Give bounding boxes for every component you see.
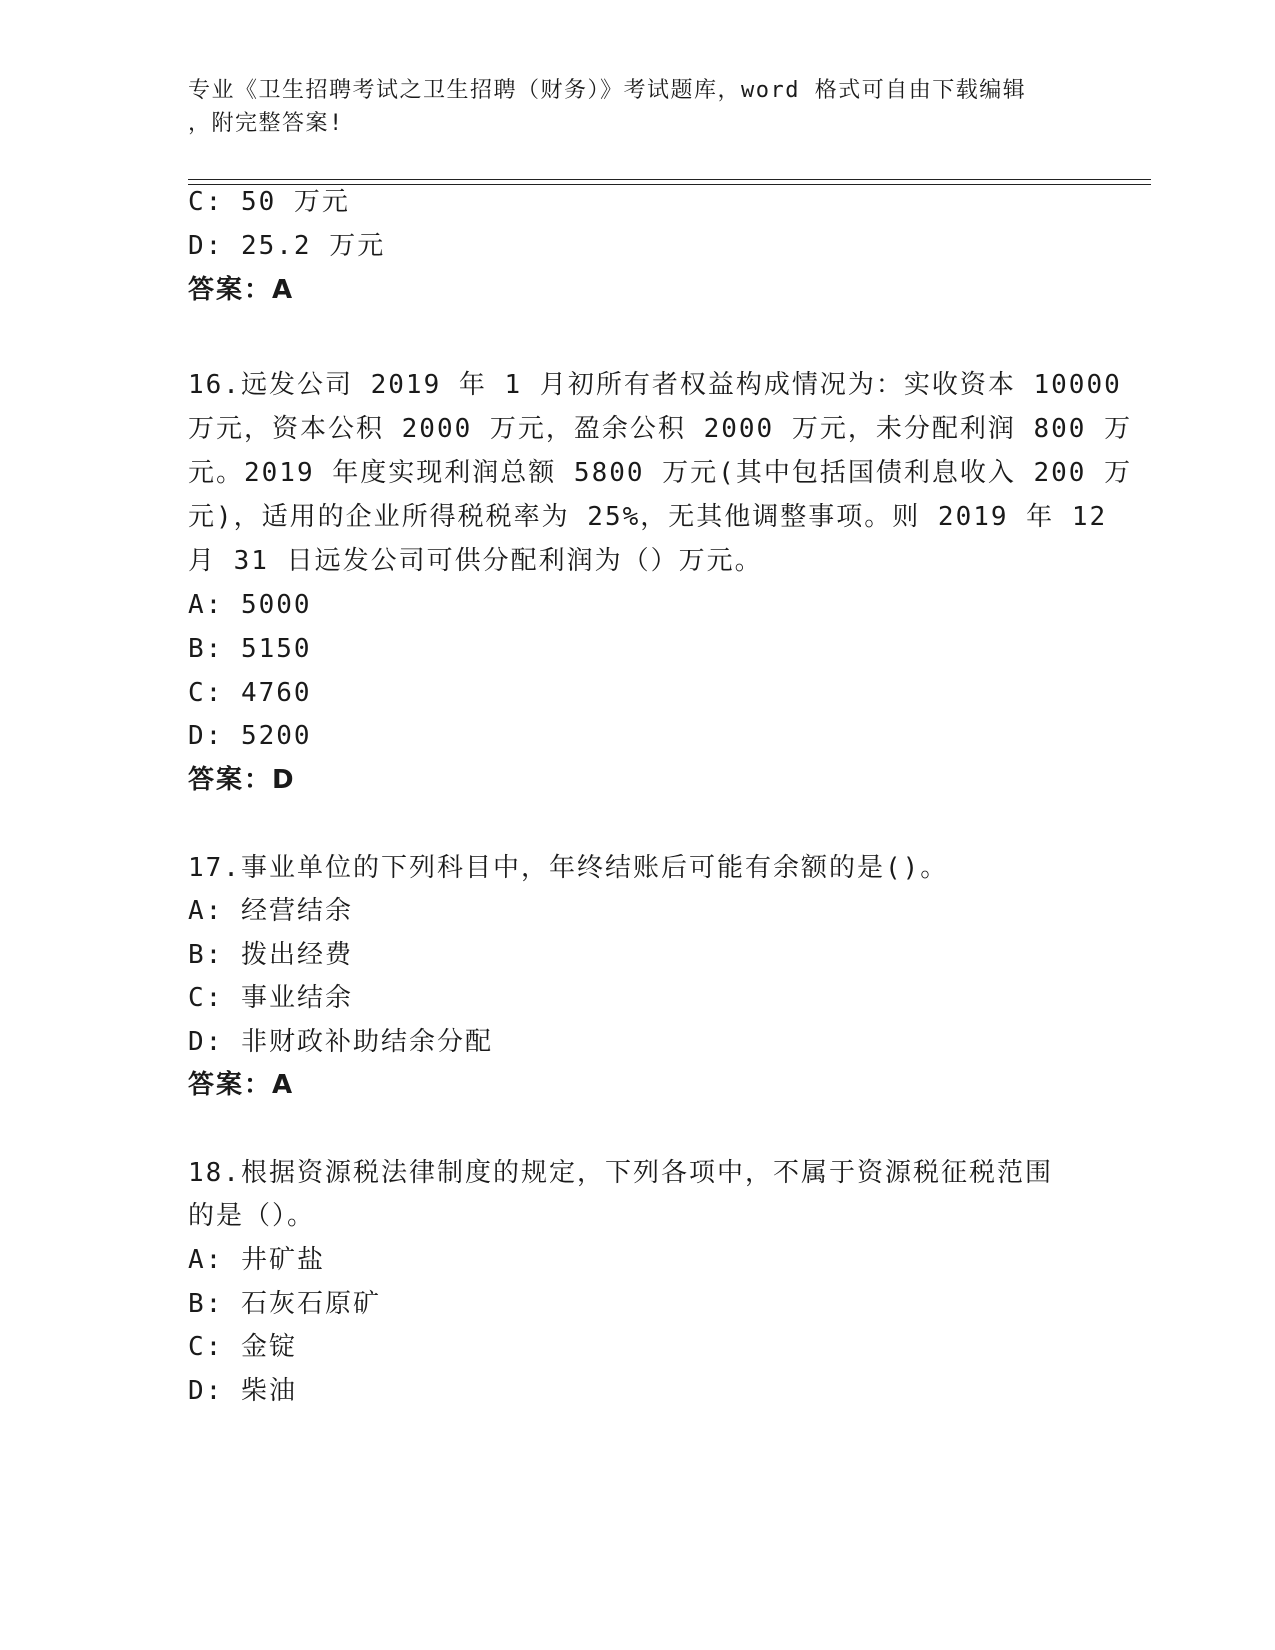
document-header — [188, 74, 1068, 140]
q18-option-c: C: 金锭 — [188, 1332, 297, 1362]
q16-text-line-3: 元。2019 年度实现利润总额 5800 万元(其中包括国债利息收入 200 万 — [188, 458, 1133, 488]
q18-text-line-2: 的是（）。 — [188, 1201, 316, 1231]
q18-option-b: B: 石灰石原矿 — [188, 1289, 381, 1319]
q16-text-line-4: 元)，适用的企业所得税税率为 25%，无其他调整事项。则 2019 年 12 — [188, 502, 1108, 532]
q16-option-b: B: 5150 — [188, 634, 312, 664]
header-line-2: ，附完整答案! — [188, 111, 344, 136]
header-line-1: 专业《卫生招聘考试之卫生招聘（财务）》考试题库，word 格式可自由下载编辑 — [188, 78, 1027, 103]
q16-option-c: C: 4760 — [188, 678, 312, 708]
q17-option-d: D: 非财政补助结余分配 — [188, 1027, 493, 1057]
q18-option-d: D: 柴油 — [188, 1376, 297, 1406]
q17-answer: 答案：A — [188, 1070, 295, 1100]
q17-option-b: B: 拨出经费 — [188, 940, 353, 970]
q16-text-line-2: 万元，资本公积 2000 万元，盈余公积 2000 万元，未分配利润 800 万 — [188, 414, 1133, 444]
prev-answer: 答案：A — [188, 275, 295, 305]
prev-option-d: D: 25.2 万元 — [188, 231, 386, 261]
q17-text-line-1: 17.事业单位的下列科目中，年终结账后可能有余额的是()。 — [188, 853, 949, 883]
q16-text-line-5: 月 31 日远发公司可供分配利润为（）万元。 — [188, 546, 763, 576]
prev-option-c: C: 50 万元 — [188, 187, 350, 217]
q16-option-d: D: 5200 — [188, 721, 312, 751]
q18-text-line-1: 18.根据资源税法律制度的规定，下列各项中，不属于资源税征税范围 — [188, 1158, 1053, 1188]
q17-option-c: C: 事业结余 — [188, 983, 353, 1013]
q16-text-line-1: 16.远发公司 2019 年 1 月初所有者权益构成情况为：实收资本 10000 — [188, 370, 1122, 400]
q17-option-a: A: 经营结余 — [188, 896, 353, 926]
q18-option-a: A: 井矿盐 — [188, 1245, 325, 1275]
q16-answer: 答案：D — [188, 765, 296, 795]
q16-option-a: A: 5000 — [188, 590, 312, 620]
